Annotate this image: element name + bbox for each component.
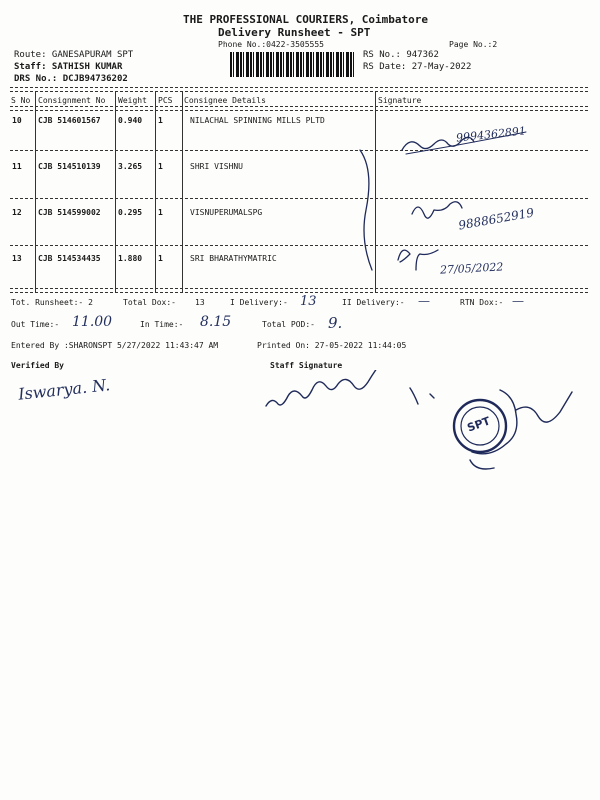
row-pcs: 1 — [158, 254, 163, 263]
total-dox-label: Total Dox:- — [123, 298, 176, 307]
drs-number: DRS No.: DCJB94736202 — [14, 74, 128, 84]
entered-by: Entered By :SHARONSPT 5/27/2022 11:43:47 AM — [11, 341, 219, 350]
row-consignee: VISNUPERUMALSPG — [190, 208, 263, 217]
col-header-consignee: Consignee Details — [184, 96, 266, 105]
out-time-label: Out Time:- — [11, 320, 60, 329]
row-weight: 0.940 — [118, 116, 143, 125]
phone-number: Phone No.:0422-3505555 — [218, 40, 324, 49]
i-delivery-label: I Delivery:- — [230, 298, 288, 307]
col-divider — [182, 92, 183, 292]
row-weight: 3.265 — [118, 162, 143, 171]
ii-delivery-value: — — [418, 294, 430, 308]
barcode — [230, 52, 355, 77]
col-header-pcs: PCS — [158, 96, 173, 105]
printed-on: Printed On: 27-05-2022 11:44:05 — [257, 341, 407, 350]
col-header-sno: S No — [11, 96, 31, 105]
company-name: THE PROFESSIONAL COURIERS, Coimbatore — [183, 13, 429, 26]
rs-date: RS Date: 27-May-2022 — [363, 62, 472, 72]
row-consignment: CJB 514599002 — [38, 208, 101, 217]
row-sno: 13 — [12, 254, 22, 263]
i-delivery-value: 13 — [300, 294, 317, 309]
col-header-signature: Signature — [378, 96, 422, 105]
company-stamp — [440, 370, 580, 480]
route: Route: GANESAPURAM SPT — [14, 50, 134, 60]
col-header-consignment: Consignment No — [38, 96, 106, 105]
rtn-dox-label: RTN Dox:- — [460, 298, 504, 307]
staff-signature-scribble — [260, 370, 450, 420]
col-divider — [155, 92, 156, 292]
row-consignee: SHRI VISHNU — [190, 162, 243, 171]
stamp-text: SPT — [465, 414, 493, 435]
row-consignment: CJB 514601567 — [38, 116, 101, 125]
col-divider — [35, 92, 36, 292]
row-sno: 12 — [12, 208, 22, 217]
verified-by-label: Verified By — [11, 361, 64, 370]
row-consignment: CJB 514534435 — [38, 254, 101, 263]
staff-signature-label: Staff Signature — [270, 361, 343, 370]
out-time-value: 11.00 — [72, 314, 113, 330]
document-title: Delivery Runsheet - SPT — [218, 26, 371, 39]
total-pod-label: Total POD:- — [262, 320, 315, 329]
col-header-weight: Weight — [118, 96, 147, 105]
handwritten-date-row13: 27/05/2022 — [439, 260, 504, 277]
row-weight: 1.880 — [118, 254, 143, 263]
in-time-label: In Time:- — [140, 320, 184, 329]
row-pcs: 1 — [158, 116, 163, 125]
verified-signature: Iswarya. N. — [17, 375, 111, 404]
ii-delivery-label: II Delivery:- — [342, 298, 405, 307]
rtn-dox-value: — — [512, 294, 524, 308]
handwritten-phone-row12: 9888652919 — [457, 205, 535, 233]
in-time-value: 8.15 — [200, 314, 232, 330]
total-pod-value: 9. — [328, 314, 343, 332]
tot-runsheet: Tot. Runsheet:- 2 — [11, 298, 93, 307]
row-consignee: NILACHAL SPINNING MILLS PLTD — [190, 116, 325, 125]
row-consignee: SRI BHARATHYMATRIC — [190, 254, 277, 263]
row-sno: 11 — [12, 162, 22, 171]
col-divider — [115, 92, 116, 292]
row-pcs: 1 — [158, 208, 163, 217]
row-pcs: 1 — [158, 162, 163, 171]
rs-number: RS No.: 947362 — [363, 50, 439, 60]
row-sno: 10 — [12, 116, 22, 125]
row-consignment: CJB 514510139 — [38, 162, 101, 171]
page-number: Page No.:2 — [449, 40, 498, 49]
staff-name: Staff: SATHISH KUMAR — [14, 62, 123, 72]
handwritten-phone-row10: 9994362891 — [455, 124, 527, 145]
row-weight: 0.295 — [118, 208, 143, 217]
table-top-rule — [10, 87, 588, 92]
total-dox-value: 13 — [195, 298, 205, 307]
